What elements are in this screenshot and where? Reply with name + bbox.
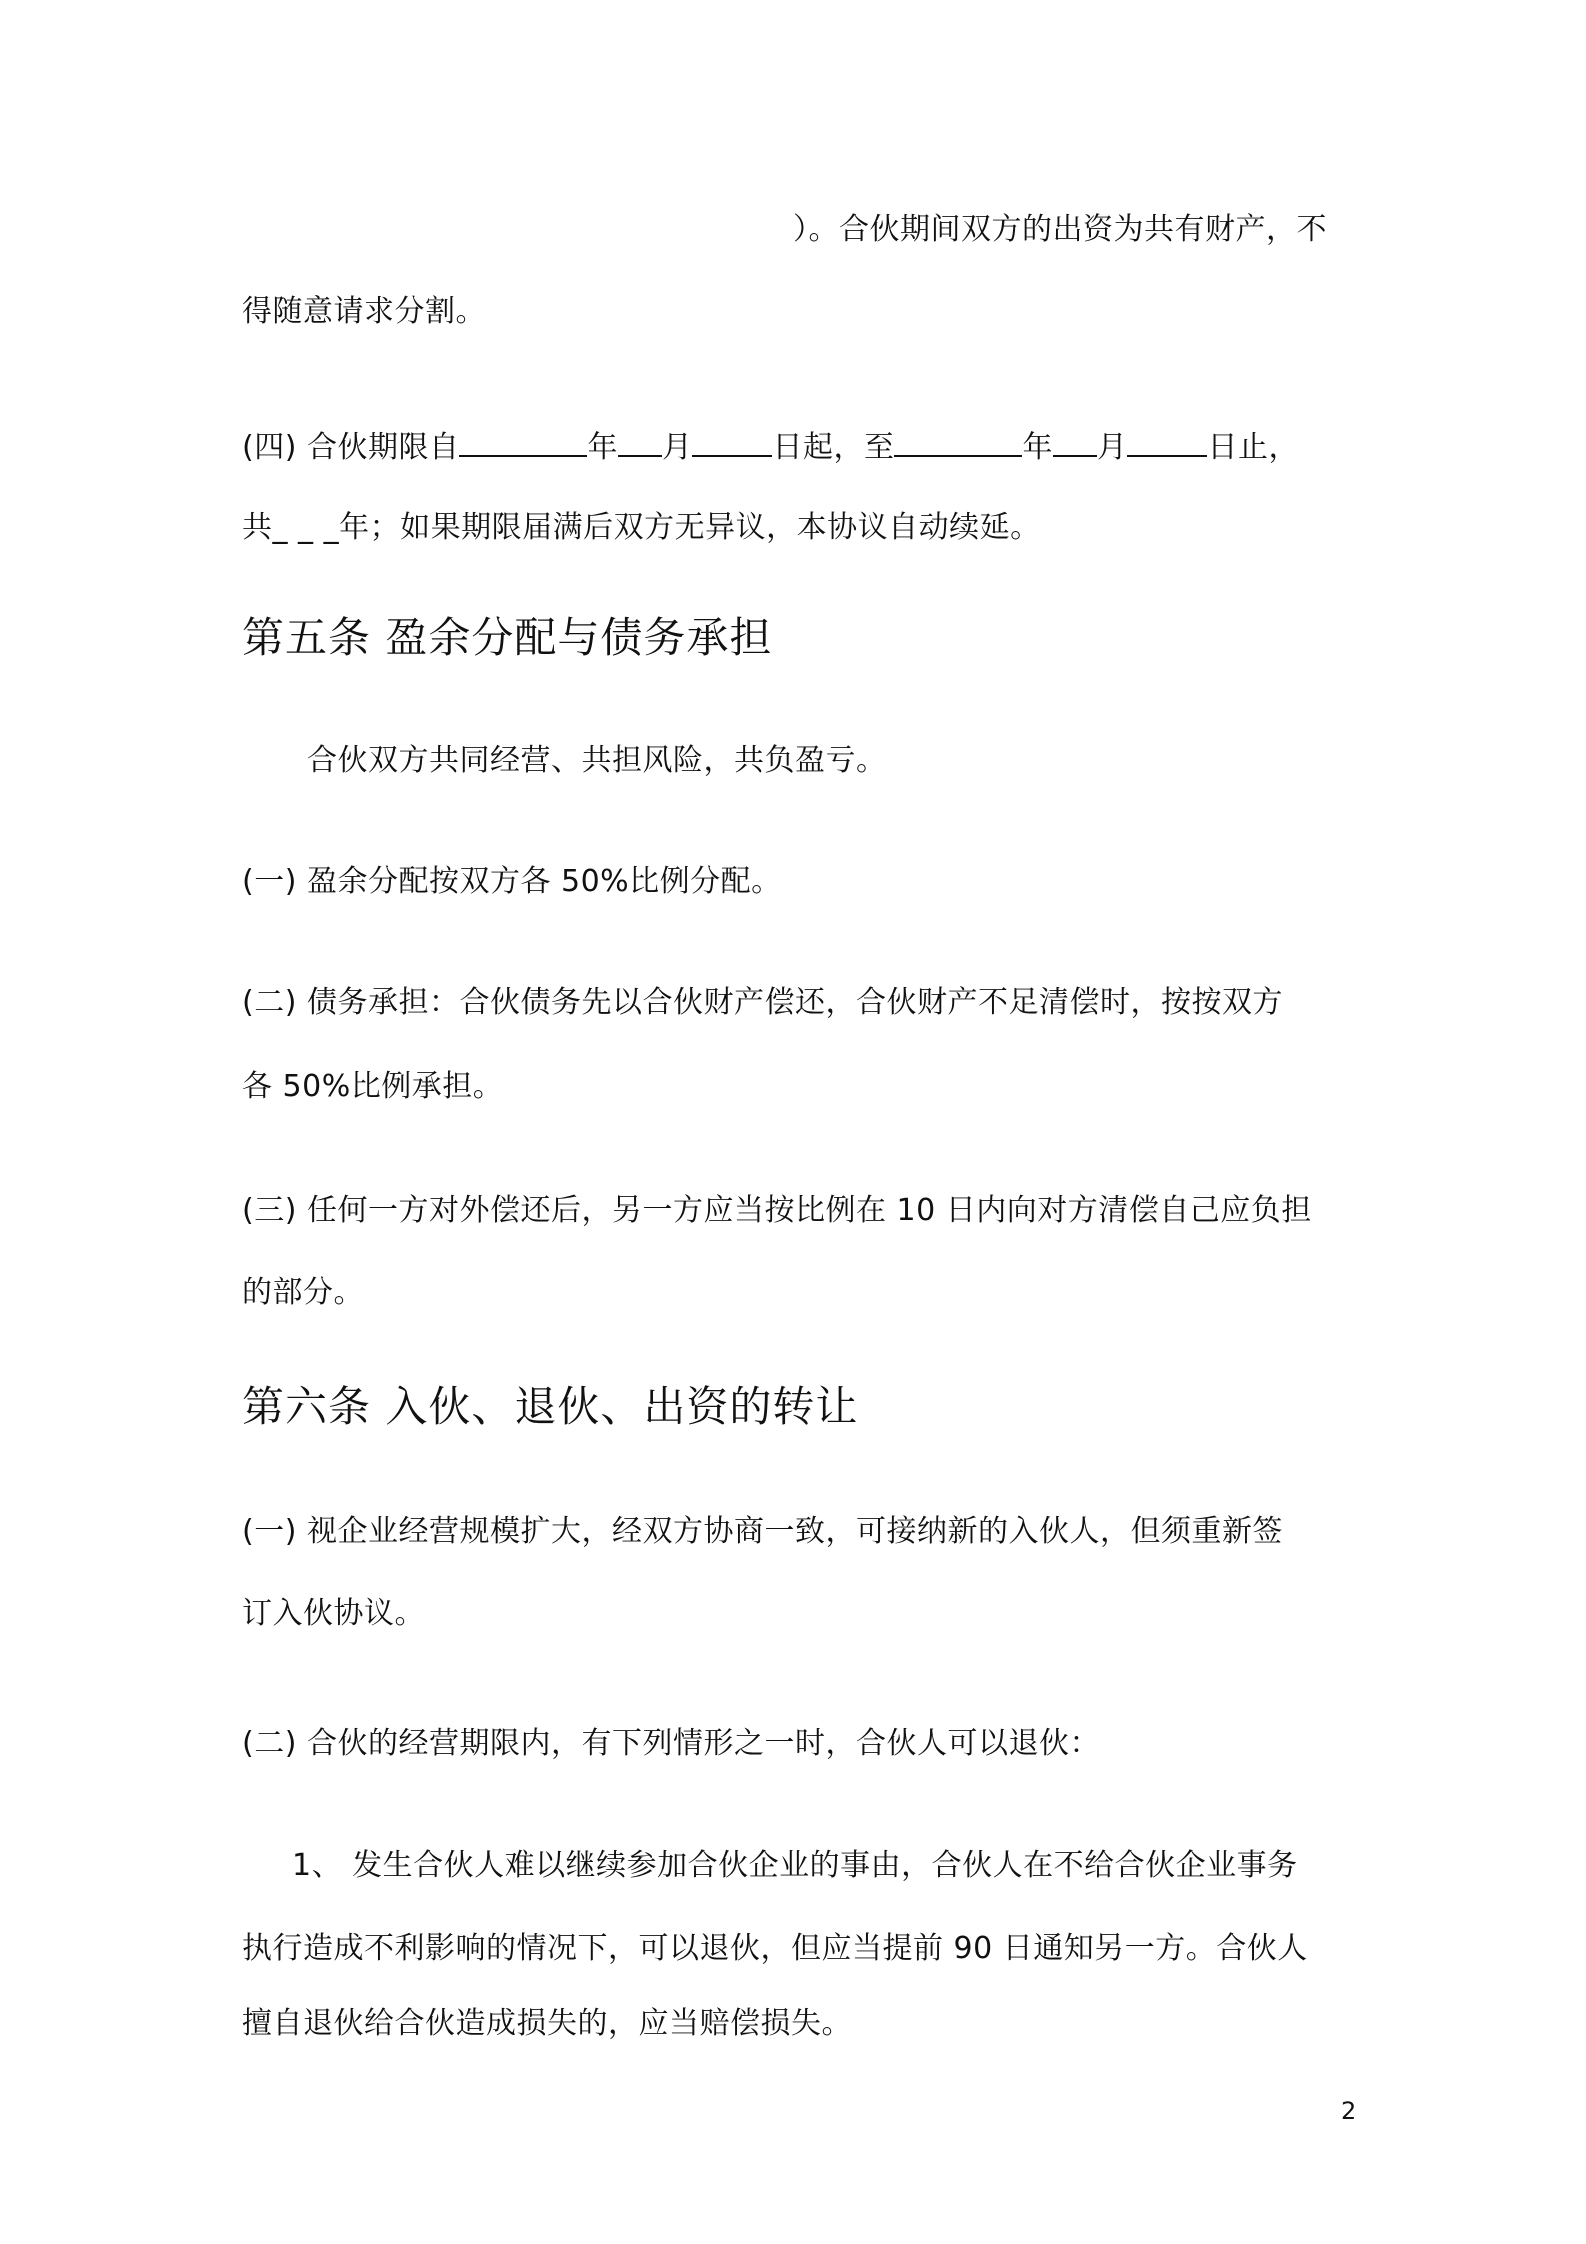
clause-text: 月 <box>661 430 693 465</box>
list-item: (三) 任何一方对外偿还后，另一方应当按比例在 10 日内向对方清偿自己应负担 <box>242 1193 1312 1228</box>
fill-in-blank <box>692 425 772 457</box>
fill-in-blank <box>459 425 587 457</box>
section-heading: 第五条 盈余分配与债务承担 <box>242 613 773 662</box>
list-item-continuation: 订入伙协议。 <box>242 1596 425 1631</box>
term-clause-line <box>242 425 1299 468</box>
sub-list-item-continuation: 擅自退伙给合伙造成损失的，应当赔偿损失。 <box>242 2006 852 2041</box>
fill-in-blank <box>618 425 662 457</box>
sub-list-item: 1、 发生合伙人难以继续参加合伙企业的事由，合伙人在不给合伙企业事务 <box>292 1848 1298 1883</box>
paragraph-line: ）。合伙期间双方的出资为共有财产，不 <box>793 212 1327 247</box>
list-item: (二) 合伙的经营期限内，有下列情形之一时，合伙人可以退伙： <box>242 1726 1100 1761</box>
paragraph-line: 得随意请求分割。 <box>242 294 486 329</box>
page-number: 2 <box>1341 2097 1357 2125</box>
list-item-continuation: 的部分。 <box>242 1275 364 1310</box>
sub-list-item-continuation: 执行造成不利影响的情况下，可以退伙，但应当提前 90 日通知另一方。合伙人 <box>242 1931 1308 1966</box>
list-item: (一) 盈余分配按双方各 50%比例分配。 <box>242 864 782 899</box>
clause-text: 日止， <box>1207 430 1299 465</box>
clause-text: 日起，至 <box>772 430 895 465</box>
list-item: (二) 债务承担：合伙债务先以合伙财产偿还，合伙财产不足清偿时，按按双方 <box>242 985 1283 1020</box>
list-item-continuation: 各 50%比例承担。 <box>242 1069 504 1104</box>
paragraph-line: 合伙双方共同经营、共担风险，共负盈亏。 <box>307 743 887 778</box>
fill-in-blank <box>1127 425 1207 457</box>
clause-text: 年 <box>1022 430 1053 465</box>
list-item: (一) 视企业经营规模扩大，经双方协商一致，可接纳新的入伙人，但须重新签 <box>242 1514 1283 1549</box>
clause-text: (四) 合伙期限自 <box>242 430 460 465</box>
paragraph-line: 共_ _ _年；如果期限届满后双方无异议，本协议自动续延。 <box>242 510 1041 545</box>
fill-in-blank <box>894 425 1022 457</box>
clause-text: 年 <box>587 430 618 465</box>
clause-text: 月 <box>1096 430 1128 465</box>
fill-in-blank <box>1053 425 1097 457</box>
section-heading: 第六条 入伙、退伙、出资的转让 <box>242 1382 859 1431</box>
